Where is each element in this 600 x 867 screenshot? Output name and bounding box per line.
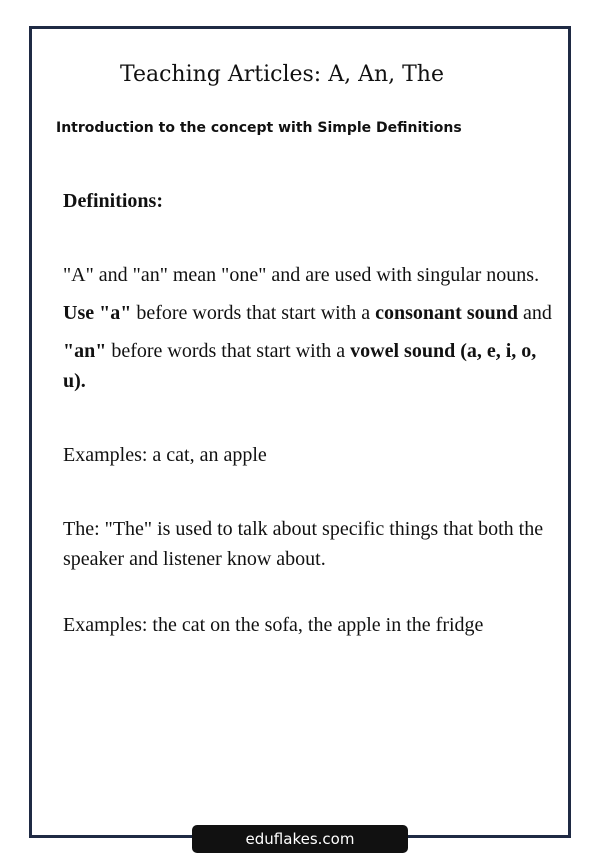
main-content xyxy=(63,186,553,640)
examples-the: Examples: the cat on the sofa, the apple in the fridge xyxy=(63,614,484,636)
rule-an-term: vowel sound (a, e, i, o, u). xyxy=(63,340,537,392)
definitions-heading: Definitions: xyxy=(63,190,163,212)
examples-a-an: Examples: a cat, an apple xyxy=(63,444,267,466)
footer-site-link[interactable]: eduflakes.com xyxy=(192,825,408,853)
rule-a-lead: Use "a" xyxy=(63,302,132,324)
rule-an-middle: before words that start with a xyxy=(106,340,351,362)
rule-an-lead: "an" xyxy=(63,340,107,362)
rule-a-tail: and xyxy=(517,302,552,324)
page-subtitle: Introduction to the concept with Simple Definitions xyxy=(56,120,462,136)
rule-a xyxy=(63,298,553,328)
rule-a-middle: before words that start with a xyxy=(131,302,376,324)
definition-the: The: "The" is used to talk about specific things that both the speaker and listener know about. xyxy=(63,518,544,570)
rule-a-term: consonant sound xyxy=(375,302,518,324)
rule-an xyxy=(63,336,553,396)
definition-a-an: "A" and "an" mean "one" and are used with singular nouns. xyxy=(63,264,540,286)
page-title: Teaching Articles: A, An, The xyxy=(119,62,444,87)
